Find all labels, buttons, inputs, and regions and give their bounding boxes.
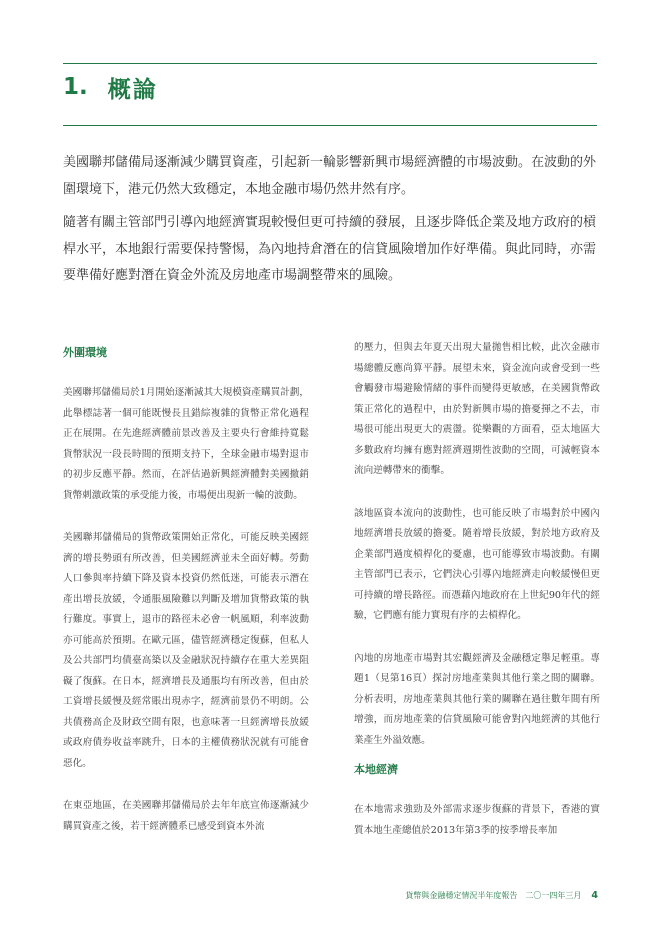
body-paragraph: 在東亞地區，在美國聯邦儲備局於去年年底宣佈逐漸減少購買資產之後，若干經濟體系已感受到資本外流	[63, 800, 309, 832]
top-rule	[63, 63, 597, 64]
body-paragraph: 的壓力，但與去年夏天出現大量拋售相比較，此次金融市場總體反應尚算平靜。展望未來，資金流向或會受到一些會觸發市場避險情緒的事件而變得更敏感，在美國貨幣政策正常化的過程中，由於對新興市場的擔憂揮之不去，市場很可能出現更大的震盪。從樂觀的方面看，亞太地區大多數政府均擁有應對經濟週期性波動的空間，可減輕資本流向逆轉帶來的衝擊。	[354, 342, 600, 476]
section-number: 1.	[63, 74, 88, 100]
page-footer	[340, 890, 598, 901]
page-number: 4	[591, 890, 598, 901]
body-paragraph: 在本地需求強勁及外部需求逐步復蘇的背景下，香港的實質本地生產總值於2013年第3季的按季增長率加	[354, 804, 600, 836]
left-column	[63, 338, 309, 859]
title-bottom-rule	[63, 125, 597, 126]
section-title-text: 概論	[107, 76, 158, 103]
body-paragraph: 美國聯邦儲備局於1月開始逐漸減其大規模資產購買計劃，此舉標誌著一個可能既慢長且錯綜複雜的貨幣正常化過程正在展開。在先進經濟體前景改善及主要央行會維持寬鬆貨幣狀況一段長時間的預期支持下，全球金融市場對退市的初步反應平靜。然而，在評估過新興經濟體對美國撤銷貨幣刺激政策的承受能力後，市場便出現新一輪的波動。	[63, 387, 309, 501]
heading-local-economy: 本地經濟	[354, 763, 398, 776]
body-paragraph: 內地的房地產市場對其宏觀經濟及金融穩定舉足輕重。專題1（見第16頁）探討房地產業與其他行業之間的關聯。分析表明，房地產業與其他行業的關聯在過往數年間有所增強，而房地產業的信貸風險可能會對內地經濟的其他行業產生外溢效應。	[354, 652, 600, 746]
publication-title: 貨幣與金融穩定情況半年度報告 二〇一四年三月	[405, 891, 582, 900]
right-column	[354, 338, 600, 863]
intro-paragraph: 美國聯邦儲備局逐漸減少購買資產，引起新一輪影響新興市場經濟體的市場波動。在波動的外圍環境下，港元仍然大致穩定，本地金融市場仍然井然有序。	[63, 155, 597, 197]
body-paragraph: 美國聯邦儲備局的貨幣政策開始正常化，可能反映美國經濟的增長勢頭有所改善，但美國經濟並未全面好轉。勞動人口參與率持續下降及資本投資仍然低迷，可能表示潛在產出增長放緩，令通脹風險難以判斷及增加貨幣政策的執行難度。事實上，退市的路徑未必會一帆風順，利率波動亦可能高於預期。在歐元區，儘管經濟穩定復蘇，但私人及公共部門均債臺高築以及金融狀況持續存在重大差異阻礙了復蘇。在日本，經濟增長及通脹均有所改善，但由於工資增長緩慢及經常賬出現赤字，經濟前景仍不明朗。公共債務高企及財政空間有限，也意味著一旦經濟增長放緩或政府債券收益率跳升，日本的主權債務狀況就有可能會惡化。	[63, 532, 309, 769]
intro-paragraph: 隨著有關主管部門引導內地經濟實現較慢但更可持續的發展，且逐步降低企業及地方政府的槓桿水平，本地銀行需要保持警惕，為內地持倉潛在的信貸風險增加作好準備。與此同時，亦需要準備好應對潛在資金外流及房地產市場調整帶來的風險。	[63, 215, 597, 283]
section-title	[63, 70, 158, 104]
body-paragraph: 該地區資本流向的波動性，也可能反映了市場對於中國內地經濟增長放緩的擔憂。隨着增長放緩，對於地方政府及企業部門過度槓桿化的憂慮，也可能導致市場波動。有關主管部門已表示，它們決心引導內地經濟走向較緩慢但更可持續的增長路徑。而憑藉內地政府在上世紀90年代的經驗，它們應有能力實現有序的去槓桿化。	[354, 507, 600, 621]
heading-external-environment: 外圍環境	[63, 346, 107, 359]
intro-summary	[63, 150, 598, 297]
